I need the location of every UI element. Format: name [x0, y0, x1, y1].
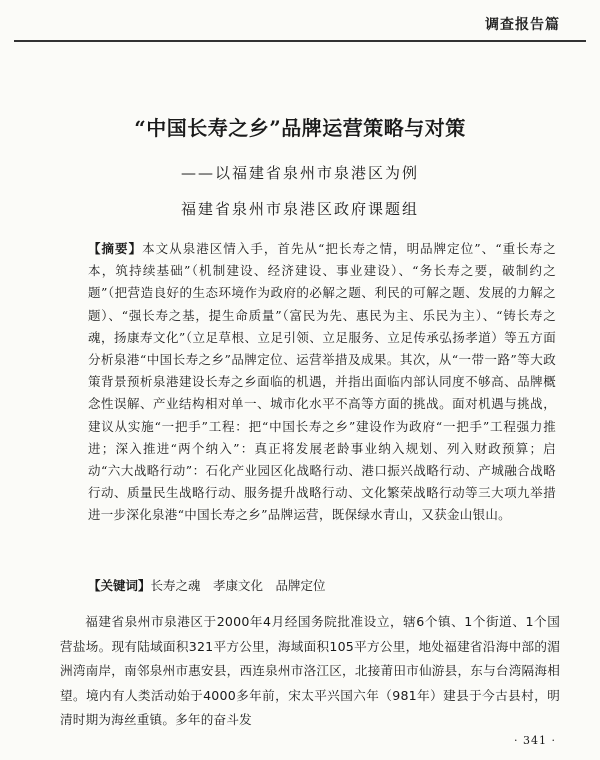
body-paragraph: 福建省泉州市泉港区于2000年4月经国务院批准设立，辖6个镇、1个街道、1个国营盐场。现有陆域面积321平方公里，海域面积105平方公里，地处福建省沿海中部的湄洲湾南岸，南邻泉州市惠安县，西连泉州市洛江区，北接莆田市仙游县，东与台湾隔海相望。境内有人类活动始于4000多年前，宋太平兴国六年（981年）建县于今古县村，明清时期为海丝重镇。多年的奋斗发: [60, 614, 560, 728]
article-subtitle: ——以福建省泉州市泉港区为例: [180, 164, 419, 182]
abstract: [88, 238, 556, 527]
article-author: 福建省泉州市泉港区政府课题组: [180, 200, 419, 218]
keywords-label: 【关键词】: [88, 578, 151, 593]
running-header: [0, 0, 600, 44]
section-label: 调查报告篇: [485, 17, 560, 33]
abstract-text: 本文从泉港区情入手，首先从“把长寿之情，明品牌定位”、“重长寿之本，筑持续基础”（机制建设、经济建设、事业建设）、“务长寿之要，破制约之题”（把营造良好的生态环境作为政府的必解之题、利民的可解之题、发展的力解之题）、“强长寿之基，提生命质量”（富民为先、惠民为主、乐民为主）、“铸长寿之魂，扬康寿文化”（立足草根、立足引领、立足服务、立足传承弘扬孝道）等五方面分析泉港“中国长寿之乡”品牌定位、运营举措及成果。其次，从“一带一路”等大政策背景预析泉港建设长寿之乡面临的机遇，并指出面临内部认同度不够高、品牌概念性误解、产业结构相对单一、城市化水平不高等方面的挑战。面对机遇与挑战，建议从实施“一把手”工程：把“中国长寿之乡”建设作为政府“一把手”工程强力推进；深入推进“两个纳入”：真正将发展老龄事业纳入规划、列入财政预算；启动“六大战略行动”：石化产业园区化战略行动、港口振兴战略行动、产城融合战略行动、质量民生战略行动、服务提升战略行动、文化繁荣战略行动等三大项九举措进一步深化泉港“中国长寿之乡”品牌运营，既保绿水青山，又获金山银山。: [88, 241, 556, 523]
abstract-label: 【摘要】: [88, 241, 143, 256]
page-number: · 341 ·: [514, 734, 556, 747]
article-title: “中国长寿之乡”品牌运营策略与对策: [134, 116, 466, 140]
keywords-text: 长寿之魂 孝康文化 品牌定位: [150, 578, 326, 593]
header-rule: [14, 40, 586, 42]
keywords: [88, 576, 556, 596]
